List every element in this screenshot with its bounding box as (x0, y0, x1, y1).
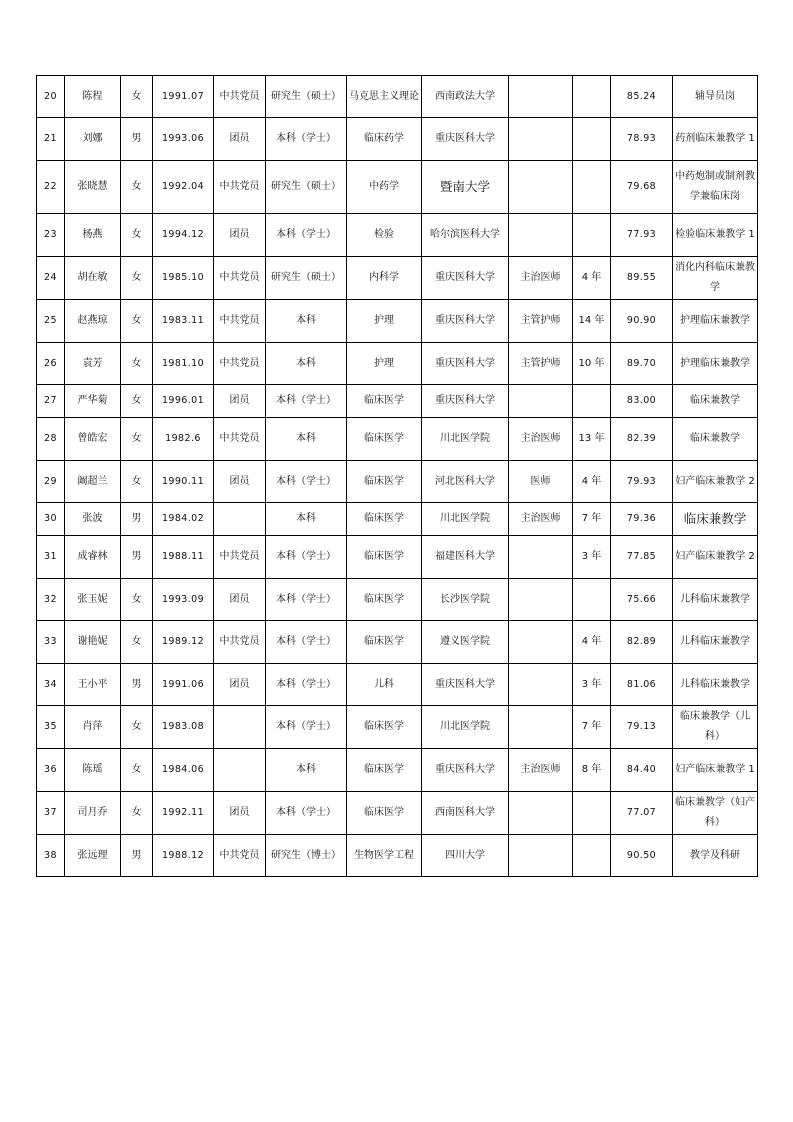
cell-political-status: 团员 (214, 664, 266, 706)
cell-score: 85.24 (611, 76, 673, 118)
cell-political-status: 中共党员 (214, 300, 266, 343)
cell-education: 本科（学士） (266, 664, 347, 706)
cell-name: 陈程 (65, 76, 121, 118)
cell-gender: 男 (121, 503, 153, 536)
cell-birth-date: 1985.10 (153, 257, 214, 300)
cell-years: 4 年 (573, 621, 611, 664)
cell-years (573, 579, 611, 621)
cell-gender: 女 (121, 300, 153, 343)
cell-education: 研究生（博士） (266, 835, 347, 877)
cell-birth-date: 1996.01 (153, 385, 214, 418)
cell-birth-date: 1982.6 (153, 418, 214, 461)
cell-name: 袁芳 (65, 343, 121, 385)
cell-major: 内科学 (347, 257, 422, 300)
cell-political-status: 团员 (214, 579, 266, 621)
cell-score: 82.39 (611, 418, 673, 461)
cell-birth-date: 1983.11 (153, 300, 214, 343)
cell-major: 临床药学 (347, 118, 422, 161)
cell-education: 研究生（硕士） (266, 161, 347, 214)
cell-years: 4 年 (573, 461, 611, 503)
cell-position: 检验临床兼教学 1 (673, 214, 758, 257)
cell-gender: 女 (121, 161, 153, 214)
cell-score: 77.93 (611, 214, 673, 257)
cell-gender: 女 (121, 418, 153, 461)
cell-professional-title (509, 792, 573, 835)
cell-school: 重庆医科大学 (422, 664, 509, 706)
cell-serial-number: 36 (37, 749, 65, 792)
cell-political-status: 中共党员 (214, 418, 266, 461)
cell-position: 消化内科临床兼教学 (673, 257, 758, 300)
cell-gender: 男 (121, 536, 153, 579)
cell-score: 79.93 (611, 461, 673, 503)
cell-school: 四川大学 (422, 835, 509, 877)
cell-professional-title: 主治医师 (509, 257, 573, 300)
cell-gender: 女 (121, 257, 153, 300)
cell-school: 暨南大学 (422, 161, 509, 214)
cell-education: 研究生（硕士） (266, 257, 347, 300)
cell-serial-number: 35 (37, 706, 65, 749)
cell-birth-date: 1988.12 (153, 835, 214, 877)
cell-position: 护理临床兼教学 (673, 343, 758, 385)
cell-education: 研究生（硕士） (266, 76, 347, 118)
cell-score: 77.07 (611, 792, 673, 835)
cell-score: 89.55 (611, 257, 673, 300)
cell-school: 福建医科大学 (422, 536, 509, 579)
table-row (37, 418, 758, 461)
cell-birth-date: 1991.06 (153, 664, 214, 706)
cell-years: 3 年 (573, 664, 611, 706)
cell-score: 90.50 (611, 835, 673, 877)
cell-political-status (214, 503, 266, 536)
table-row (37, 161, 758, 214)
cell-school: 川北医学院 (422, 503, 509, 536)
cell-school: 长沙医学院 (422, 579, 509, 621)
cell-position: 儿科临床兼教学 (673, 664, 758, 706)
cell-political-status: 团员 (214, 214, 266, 257)
cell-major: 临床医学 (347, 461, 422, 503)
table-row (37, 257, 758, 300)
cell-major: 马克思主义理论 (347, 76, 422, 118)
table-row (37, 300, 758, 343)
table-row (37, 385, 758, 418)
cell-score: 89.70 (611, 343, 673, 385)
cell-professional-title (509, 706, 573, 749)
cell-professional-title: 主治医师 (509, 503, 573, 536)
table-row (37, 706, 758, 749)
cell-gender: 女 (121, 461, 153, 503)
cell-score: 75.66 (611, 579, 673, 621)
cell-gender: 女 (121, 76, 153, 118)
cell-position: 儿科临床兼教学 (673, 579, 758, 621)
cell-score: 79.36 (611, 503, 673, 536)
cell-serial-number: 33 (37, 621, 65, 664)
cell-serial-number: 38 (37, 835, 65, 877)
cell-professional-title (509, 118, 573, 161)
cell-major: 临床医学 (347, 536, 422, 579)
cell-serial-number: 26 (37, 343, 65, 385)
cell-birth-date: 1990.11 (153, 461, 214, 503)
cell-major: 临床医学 (347, 792, 422, 835)
cell-political-status: 中共党员 (214, 76, 266, 118)
cell-professional-title (509, 536, 573, 579)
cell-name: 张玉妮 (65, 579, 121, 621)
cell-birth-date: 1993.09 (153, 579, 214, 621)
cell-political-status: 团员 (214, 118, 266, 161)
cell-name: 张波 (65, 503, 121, 536)
cell-serial-number: 28 (37, 418, 65, 461)
cell-education: 本科（学士） (266, 214, 347, 257)
cell-birth-date: 1981.10 (153, 343, 214, 385)
cell-years: 10 年 (573, 343, 611, 385)
cell-position: 儿科临床兼教学 (673, 621, 758, 664)
cell-professional-title (509, 579, 573, 621)
table-body (37, 76, 758, 877)
cell-political-status: 中共党员 (214, 161, 266, 214)
cell-professional-title: 主管护师 (509, 343, 573, 385)
cell-gender: 女 (121, 792, 153, 835)
cell-score: 79.13 (611, 706, 673, 749)
table-row (37, 621, 758, 664)
cell-major: 临床医学 (347, 706, 422, 749)
cell-score: 83.00 (611, 385, 673, 418)
cell-major: 临床医学 (347, 579, 422, 621)
cell-professional-title (509, 385, 573, 418)
cell-years (573, 835, 611, 877)
cell-school: 哈尔滨医科大学 (422, 214, 509, 257)
cell-name: 陈瑶 (65, 749, 121, 792)
cell-school: 西南医科大学 (422, 792, 509, 835)
cell-name: 张晓慧 (65, 161, 121, 214)
cell-education: 本科（学士） (266, 706, 347, 749)
cell-birth-date: 1992.11 (153, 792, 214, 835)
cell-professional-title: 医师 (509, 461, 573, 503)
cell-years (573, 385, 611, 418)
cell-serial-number: 37 (37, 792, 65, 835)
cell-years (573, 161, 611, 214)
cell-name: 严华菊 (65, 385, 121, 418)
cell-political-status (214, 749, 266, 792)
cell-professional-title: 主管护师 (509, 300, 573, 343)
cell-years: 3 年 (573, 536, 611, 579)
cell-years (573, 792, 611, 835)
cell-school: 重庆医科大学 (422, 343, 509, 385)
cell-education: 本科（学士） (266, 621, 347, 664)
cell-education: 本科 (266, 418, 347, 461)
cell-name: 肖萍 (65, 706, 121, 749)
table-row (37, 461, 758, 503)
cell-name: 杨燕 (65, 214, 121, 257)
cell-education: 本科（学士） (266, 579, 347, 621)
cell-school: 西南政法大学 (422, 76, 509, 118)
cell-serial-number: 27 (37, 385, 65, 418)
cell-score: 78.93 (611, 118, 673, 161)
cell-serial-number: 24 (37, 257, 65, 300)
table-row (37, 792, 758, 835)
cell-position: 临床兼教学（儿科） (673, 706, 758, 749)
cell-major: 儿科 (347, 664, 422, 706)
cell-serial-number: 30 (37, 503, 65, 536)
cell-school: 遵义医学院 (422, 621, 509, 664)
cell-professional-title: 主治医师 (509, 749, 573, 792)
cell-gender: 女 (121, 749, 153, 792)
table-row (37, 579, 758, 621)
cell-education: 本科（学士） (266, 792, 347, 835)
cell-score: 81.06 (611, 664, 673, 706)
cell-position: 临床兼教学（妇产科） (673, 792, 758, 835)
cell-serial-number: 21 (37, 118, 65, 161)
cell-education: 本科 (266, 749, 347, 792)
cell-school: 河北医科大学 (422, 461, 509, 503)
table-row (37, 214, 758, 257)
cell-position: 妇产临床兼教学 2 (673, 461, 758, 503)
cell-name: 王小平 (65, 664, 121, 706)
cell-political-status: 中共党员 (214, 536, 266, 579)
cell-name: 阚超兰 (65, 461, 121, 503)
cell-name: 司月乔 (65, 792, 121, 835)
cell-serial-number: 25 (37, 300, 65, 343)
cell-position: 中药炮制或制剂教学兼临床岗 (673, 161, 758, 214)
cell-education: 本科 (266, 300, 347, 343)
cell-political-status: 团员 (214, 792, 266, 835)
cell-education: 本科（学士） (266, 536, 347, 579)
cell-political-status (214, 706, 266, 749)
cell-political-status: 中共党员 (214, 621, 266, 664)
cell-position: 护理临床兼教学 (673, 300, 758, 343)
cell-political-status: 中共党员 (214, 257, 266, 300)
cell-school: 重庆医科大学 (422, 385, 509, 418)
cell-major: 护理 (347, 343, 422, 385)
cell-political-status: 团员 (214, 461, 266, 503)
cell-school: 重庆医科大学 (422, 257, 509, 300)
table-row (37, 118, 758, 161)
cell-school: 川北医学院 (422, 418, 509, 461)
cell-professional-title (509, 835, 573, 877)
cell-birth-date: 1983.08 (153, 706, 214, 749)
cell-years: 8 年 (573, 749, 611, 792)
cell-position: 临床兼教学 (673, 385, 758, 418)
cell-birth-date: 1989.12 (153, 621, 214, 664)
cell-name: 谢艳妮 (65, 621, 121, 664)
cell-education: 本科（学士） (266, 118, 347, 161)
cell-years (573, 118, 611, 161)
cell-major: 中药学 (347, 161, 422, 214)
cell-gender: 男 (121, 118, 153, 161)
cell-years: 13 年 (573, 418, 611, 461)
cell-major: 护理 (347, 300, 422, 343)
cell-position: 妇产临床兼教学 2 (673, 536, 758, 579)
cell-major: 生物医学工程 (347, 835, 422, 877)
cell-name: 赵燕琼 (65, 300, 121, 343)
table-row (37, 664, 758, 706)
cell-political-status: 中共党员 (214, 343, 266, 385)
cell-serial-number: 29 (37, 461, 65, 503)
cell-birth-date: 1984.06 (153, 749, 214, 792)
cell-score: 84.40 (611, 749, 673, 792)
cell-years: 7 年 (573, 503, 611, 536)
cell-birth-date: 1984.02 (153, 503, 214, 536)
cell-political-status: 中共党员 (214, 835, 266, 877)
cell-name: 胡在敏 (65, 257, 121, 300)
cell-position: 药剂临床兼教学 1 (673, 118, 758, 161)
cell-serial-number: 32 (37, 579, 65, 621)
cell-professional-title (509, 76, 573, 118)
table-row (37, 835, 758, 877)
candidate-table (36, 75, 758, 877)
cell-major: 临床医学 (347, 749, 422, 792)
cell-education: 本科 (266, 503, 347, 536)
cell-education: 本科（学士） (266, 385, 347, 418)
cell-score: 77.85 (611, 536, 673, 579)
cell-position: 教学及科研 (673, 835, 758, 877)
cell-major: 临床医学 (347, 503, 422, 536)
cell-score: 82.89 (611, 621, 673, 664)
cell-school: 重庆医科大学 (422, 300, 509, 343)
table-row (37, 536, 758, 579)
cell-position: 临床兼教学 (673, 503, 758, 536)
cell-professional-title (509, 664, 573, 706)
table-row (37, 503, 758, 536)
cell-gender: 男 (121, 664, 153, 706)
cell-education: 本科 (266, 343, 347, 385)
cell-professional-title (509, 161, 573, 214)
cell-score: 79.68 (611, 161, 673, 214)
cell-name: 成睿林 (65, 536, 121, 579)
cell-years: 14 年 (573, 300, 611, 343)
cell-political-status: 团员 (214, 385, 266, 418)
cell-name: 刘娜 (65, 118, 121, 161)
cell-major: 临床医学 (347, 418, 422, 461)
cell-name: 张远理 (65, 835, 121, 877)
cell-serial-number: 34 (37, 664, 65, 706)
cell-serial-number: 31 (37, 536, 65, 579)
cell-gender: 女 (121, 579, 153, 621)
cell-birth-date: 1993.06 (153, 118, 214, 161)
cell-gender: 女 (121, 385, 153, 418)
cell-years: 4 年 (573, 257, 611, 300)
cell-years: 7 年 (573, 706, 611, 749)
cell-major: 临床医学 (347, 385, 422, 418)
cell-serial-number: 23 (37, 214, 65, 257)
cell-professional-title (509, 214, 573, 257)
cell-position: 妇产临床兼教学 1 (673, 749, 758, 792)
cell-gender: 女 (121, 706, 153, 749)
cell-gender: 女 (121, 214, 153, 257)
document-page (36, 75, 758, 877)
table-row (37, 343, 758, 385)
cell-position: 临床兼教学 (673, 418, 758, 461)
cell-years (573, 214, 611, 257)
cell-years (573, 76, 611, 118)
table-row (37, 749, 758, 792)
cell-serial-number: 22 (37, 161, 65, 214)
cell-gender: 女 (121, 343, 153, 385)
cell-serial-number: 20 (37, 76, 65, 118)
cell-name: 曾皓宏 (65, 418, 121, 461)
cell-education: 本科（学士） (266, 461, 347, 503)
cell-major: 临床医学 (347, 621, 422, 664)
cell-birth-date: 1988.11 (153, 536, 214, 579)
cell-major: 检验 (347, 214, 422, 257)
cell-position: 辅导员岗 (673, 76, 758, 118)
cell-professional-title (509, 621, 573, 664)
cell-school: 川北医学院 (422, 706, 509, 749)
cell-birth-date: 1994.12 (153, 214, 214, 257)
cell-score: 90.90 (611, 300, 673, 343)
cell-school: 重庆医科大学 (422, 749, 509, 792)
cell-gender: 男 (121, 835, 153, 877)
cell-birth-date: 1992.04 (153, 161, 214, 214)
cell-school: 重庆医科大学 (422, 118, 509, 161)
table-row (37, 76, 758, 118)
cell-gender: 女 (121, 621, 153, 664)
cell-professional-title: 主治医师 (509, 418, 573, 461)
cell-birth-date: 1991.07 (153, 76, 214, 118)
